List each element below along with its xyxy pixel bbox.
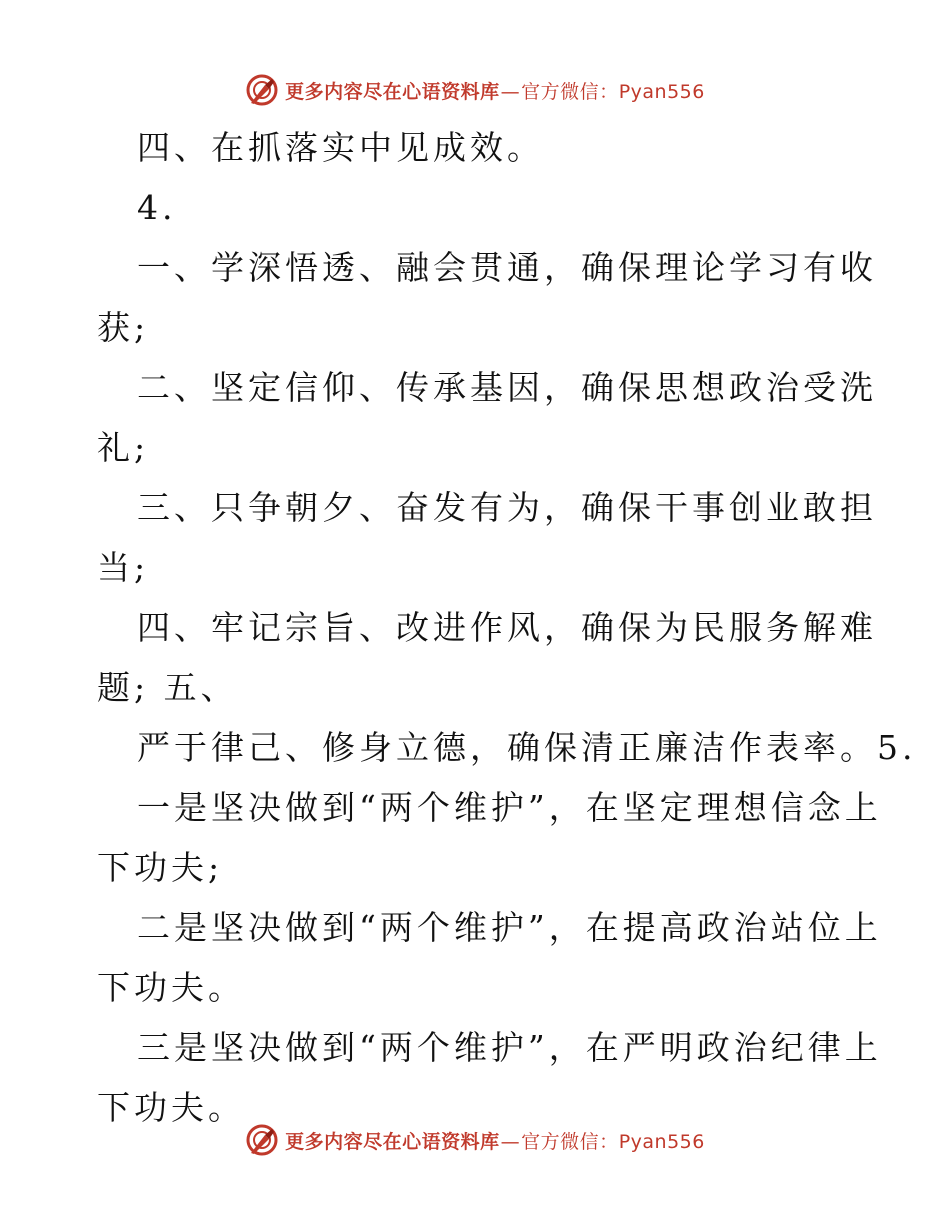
- doc-line: 四、牢记宗旨、改进作风，确保为民服务解难: [137, 608, 877, 647]
- doc-line: 三、只争朝夕、奋发有为，确保干事创业敢担: [137, 488, 877, 527]
- doc-line: 下功夫。: [97, 1088, 245, 1127]
- banner-wechat-id: Pyan556: [618, 1130, 705, 1153]
- banner-dash: —: [500, 80, 521, 103]
- doc-line: 二是坚决做到“两个维护”，在提高政治站位上: [137, 908, 882, 947]
- banner-dash: —: [500, 1130, 521, 1153]
- pen-logo-icon: [245, 73, 279, 107]
- doc-line: 二、坚定信仰、传承基因，确保思想政治受洗: [137, 368, 877, 407]
- doc-line: 礼;: [97, 428, 150, 467]
- doc-line: 下功夫。: [97, 968, 245, 1007]
- banner-text: [285, 77, 705, 104]
- doc-line: 四、在抓落实中见成效。: [137, 128, 544, 167]
- doc-line: 题; 五、: [97, 668, 238, 707]
- footer-banner: [0, 1120, 950, 1160]
- doc-line: 4.: [137, 188, 177, 227]
- pen-logo-icon: [245, 1123, 279, 1157]
- header-banner: [0, 70, 950, 110]
- doc-line: 严于律己、修身立德，确保清正廉洁作表率。5.: [137, 728, 917, 767]
- banner-site-name: 更多内容尽在心语资料库: [285, 1130, 500, 1153]
- document-body: [97, 118, 917, 1138]
- banner-wechat-label: 官方微信：: [521, 1130, 619, 1153]
- doc-line: 下功夫;: [97, 848, 224, 887]
- doc-line: 一是坚决做到“两个维护”，在坚定理想信念上: [137, 788, 882, 827]
- doc-line: 一、学深悟透、融会贯通，确保理论学习有收: [137, 248, 877, 287]
- doc-line: 当;: [97, 548, 150, 587]
- banner-text: [285, 1127, 705, 1154]
- banner-site-name: 更多内容尽在心语资料库: [285, 80, 500, 103]
- doc-line: 三是坚决做到“两个维护”，在严明政治纪律上: [137, 1028, 882, 1067]
- banner-wechat-id: Pyan556: [618, 80, 705, 103]
- banner-wechat-label: 官方微信：: [521, 80, 619, 103]
- doc-line: 获;: [97, 308, 150, 347]
